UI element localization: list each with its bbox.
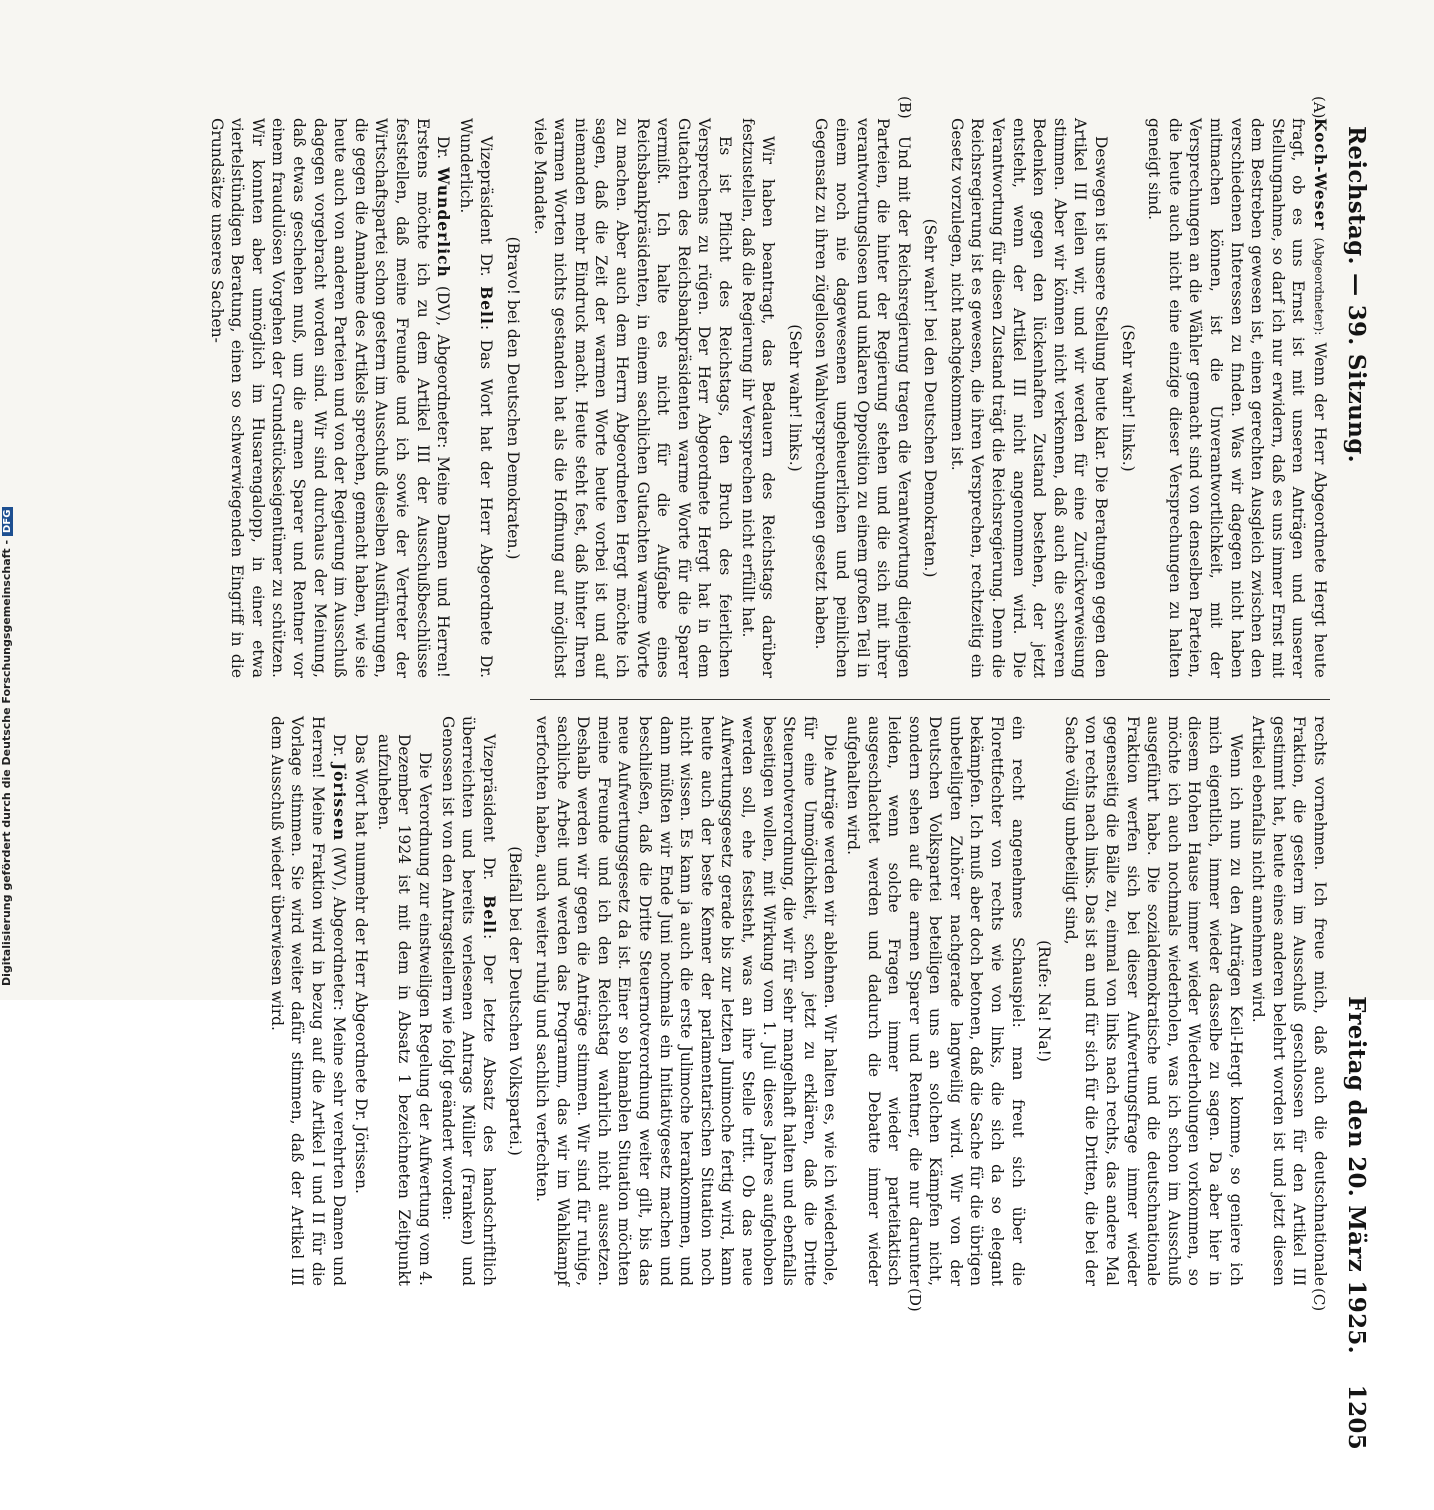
right-column [267, 716, 1330, 1286]
statement-text: : Das Wort hat der Herr Abgeordnete Dr. Wunderlich. [456, 118, 496, 679]
paragraph: Und mit der Reichsregierung tragen die Verantwortung diejenigen Parteien, die hinter der Regierung stehen und die sich mit ihrer verantwortungslosen und unklaren Opposition zu einem großen Teil in einem noch nie dagewesenen ungeheuerlichen und peinlichen Gegensatz zu ihren zügellosen Wahlversprechungen gesetzt haben. [812, 118, 913, 678]
column-divider [530, 699, 1330, 700]
margin-mark-a: (A) [1310, 96, 1328, 119]
paragraph: Es ist Pflicht des Reichstags, den Bruch des feierlichen Versprechens zu rügen. Der Herr Abgeordnete Hergt hat in dem Gutachten des Reichsbankpräsidenten warme Worte für die Sparer vermißt. Ich halte es nicht für die Aufgabe eines Reichsbankpräsidenten, in einem sachlichen Gutachten warme Worte zu machen. Aber auch dem Herrn Abgeordneten Hergt möchte ich sagen, daß die Zeit der warmen Worte heute vorbei ist und auf niemanden mehr Eindruck macht. Heute steht fest, daß hinter Ihren warmen Worten nichts gestanden hat als die Hoffnung auf möglichst viele Mandate. [530, 118, 734, 678]
header-date: Freitag den 20. März 1925. [1343, 996, 1370, 1354]
side-credit [0, 0, 18, 1000]
statement-text: : Der letzte Absatz des handschriftlich überreichten und bereits verlesenen Antrags Müller (Franken) und Genossen ist von den Antragstellern wie folgt geändert worden: [438, 716, 498, 1286]
speech-text: Wenn der Herr Abgeordnete Hergt heute fragt, ob es uns Ernst ist mit unseren Anträgen und unserer Stellungnahme, so darf ich nur erwidern, daß es uns immer Ernst mit dem Bestreben gewesen ist, einen gerechten Ausgleich zwischen den verschiedenen Interessen zu finden. Was wir dagegen nicht haben mitmachen können, ist die Unverantwortlichkeit, mit der Versprechungen an die Wähler gemacht sind von denselben Parteien, die heute auch nicht eine einzige dieser Versprechungen zu halten geneigt sind. [1145, 118, 1329, 678]
interjection: (Bravo! bei den Deutschen Demokraten.) [504, 236, 523, 560]
margin-mark-d: (D) [906, 1288, 924, 1312]
dfg-logo: DFG [2, 507, 13, 536]
interjection: (Sehr wahr! links.) [1118, 324, 1137, 472]
paragraph: rechts vornehmen. Ich freue mich, daß auch die deutschnationale Fraktion, die gestern im Ausschuß geschlossen für den Artikel III gestimmt hat, heute eines anderen belehrt worden ist und jetzt diesen Artikel ebenfalls nicht annehmen wird. [1249, 716, 1329, 1286]
speech-text: (DV), Abgeordneter: Meine Damen und Herren! Erstens möchte ich zu dem Artikel III der Ausschußbeschlüsse feststellen, daß meine Freunde und ich sowie der Vertreter der Wirtschaftspartei schon gestern im Ausschuß dieselben Ausführungen, die gegen die Annahme des Artikels sprechen, gemacht haben, wie sie heute auch von anderen Parteien und von der Regierung im Ausschuß dagegen vorgebracht worden sind. Wir sind durchaus der Meinung, daß etwas geschehen muß, um die armen Sparer und Rentner vor einem fraudulösen Vorgehen der Grundstückseigentümer zu schützen. Wir konnten aber unmöglich im Husarengalopp, in einer etwa viertelstündigen Beratung, einen so schwerwiegenden Eingriff in die Grundsätze unseres Sachen- [207, 118, 453, 678]
margin-mark-b: (B) [896, 96, 914, 119]
vice-president-statement [455, 118, 496, 678]
interjection: (Sehr wahr! bei den Deutschen Demokraten.) [921, 218, 940, 578]
speech-wunderlich [206, 118, 453, 678]
page-number: 1205 [1343, 1384, 1370, 1450]
paragraph: Wir haben beantragt, das Bedauern des Reichstags darüber festzustellen, daß die Regierung ihr Versprechen nicht erfüllt hat. [738, 118, 778, 678]
speaker-name: Bell [477, 286, 497, 325]
speaker-name: Koch-Weser [1311, 118, 1330, 231]
credit-text: Digitalisierung gefördert durch die Deutsche Forschungsgemeinschaft - [0, 539, 13, 986]
margin-mark-c: (C) [1310, 1288, 1328, 1312]
interjection: (Beifall bei der Deutschen Volkspartei.) [506, 846, 525, 1156]
paragraph: Deswegen ist unsere Stellung heute klar. Die Beratungen gegen den Artikel III teilen wir, und wir werden für eine Zurückverweisung stimmen. Aber wir können nicht verkennen, daß auch die schweren Bedenken gegen den lückenhaften Zustand bestehen, der jetzt entsteht, wenn der Artikel III nicht angenommen wird. Die Verantwortung für diesen Zustand trägt die Reichsregierung. Denn die Reichsregierung ist es gewesen, die ihren Versprechen, rechtzeitig ein Gesetz vorzulegen, nicht nachgekommen ist. [947, 118, 1111, 678]
speaker-role: (Abgeordneter): [1312, 237, 1326, 336]
speaker-title: Vizepräsident Dr. [479, 734, 498, 881]
left-column [207, 118, 1330, 679]
page-header [1340, 126, 1370, 1510]
speech-koch-weser [1144, 118, 1330, 678]
interjection: (Rufe: Na! Na!) [1035, 940, 1054, 1062]
paragraph: Die Anträge werden wir ablehnen. Wir halten es, wie ich wiederhole, für eine Unmöglichkeit, schon jetzt zu erklären, daß die Dritte Steuernotverordnung, die wir für sehr mangelhaft halten und ebenfalls beseitigen wollen, mit Wirkung vom 1. Juli dieses Jahres aufgehoben werden soll, ehe feststeht, was an ihre Stelle tritt. Ob das neue Aufwertungsgesetz gerade bis zur letzten Junimoche fertig wird, kann heute auch der beste Kenner der parlamentarischen Situation noch nicht wissen. Es kann ja auch die erste Julimoche herankommen, und dann müßten wir Ende Juni nochmals ein Initiativgesetz machen und beschließen, daß die Dritte Steuernotverordnung weiter gilt, bis das neue Aufwertungsgesetz da ist. Einer so blamablen Situation möchten meine Freunde und ich den Reichstag wahrlich nicht aussetzen. Deshalb werden wir gegen die Anträge stimmen. Wir sind für ruhige, sachliche Arbeit und werden das Programm, das wir im Wahlkampf verfochten haben, auch weiter ruhig und sachlich verfechten. [533, 716, 840, 1286]
digitization-credit [0, 0, 13, 990]
interjection: (Sehr wahr! links.) [785, 324, 804, 472]
speech-text: (WV), Abgeordneter: Meine sehr verehrten Damen und Herren! Meine Fraktion wird in bezug auf die Artikel I und II für die Vorlage stimmen. Sie wird weiter dafür stimmen, daß der Artikel III dem Ausschuß wieder überwiesen wird. [267, 716, 348, 1286]
speaker-name: Wunderlich [434, 167, 454, 278]
header-session: Reichstag. — 39. Sitzung. [1343, 126, 1370, 463]
speaker-title: Dr. [329, 734, 348, 758]
paragraph: Wenn ich nun zu den Anträgen Keil-Hergt komme, so geniere ich mich eigentlich, immer wieder dasselbe zu sagen. Da aber hier in diesem Hohen Hause immer wieder Wiederholungen vorkommen, so möchte ich auch nochmals wiederholen, was ich schon im Ausschuß ausgeführt habe. Die sozialdemokratische und die deutschnationale Fraktion werfen sich bei dieser Aufwertungsfrage immer wieder gegenseitig die Bälle zu, einmal von links nach rechts, das andere Mal von rechts nach links. Das ist an und für sich für die Dritten, die bei der Sache völlig unbeteiligt sind, [1061, 716, 1245, 1286]
amendment-text: Die Verordnung zur einstweiligen Regelung der Aufwertung vom 4. Dezember 1924 ist mit dem in Absatz 1 bezeichneten Zeitpunkt aufzuheben. [374, 734, 435, 1286]
vice-president-statement [437, 716, 499, 1286]
speech-joerissen [266, 716, 348, 1286]
paragraph: ein recht angenehmes Schauspiel: man freut sich über die Florettfechter von rechts wie von links, die sich da so elegant bekämpfen. Ich muß aber doch betonen, daß die Sache für die übrigen unbeteiligten Zuhörer nachgerade langweilig wird. Wir von der Deutschen Volkspartei beteiligen uns an solchen Kämpfen nicht, sondern sehen auf die armen Sparer und Rentner, die nur darunter leiden, wenn solche Fragen immer wieder parteitaktisch ausgeschlachtet werden und dadurch die Debatte immer wieder aufgehalten wird. [843, 716, 1027, 1286]
paragraph: Das Wort hat nunmehr der Herr Abgeordnete Dr. Jörissen. [352, 734, 371, 1194]
speaker-title: Dr. [434, 136, 453, 160]
speaker-title: Vizepräsident Dr. [477, 136, 496, 277]
speaker-name: Bell [479, 895, 499, 934]
speaker-name: Jörissen [329, 762, 349, 842]
